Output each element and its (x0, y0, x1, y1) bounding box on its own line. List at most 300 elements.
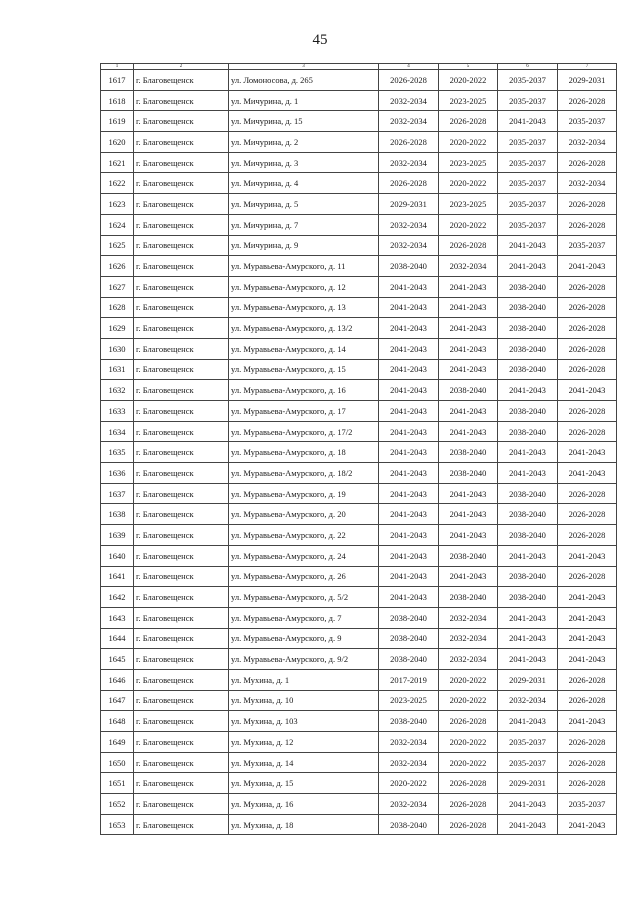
period-col5: 2038-2040 (439, 545, 498, 566)
period-col6: 2038-2040 (498, 401, 558, 422)
table-row (101, 70, 617, 91)
city-name: г. Благовещенск (134, 669, 229, 690)
period-col6: 2041-2043 (498, 111, 558, 132)
street-address: ул. Мичурина, д. 9 (229, 235, 379, 256)
table-row (101, 732, 617, 753)
period-col4: 2041-2043 (379, 483, 439, 504)
row-number: 1645 (101, 649, 134, 670)
row-number: 1638 (101, 504, 134, 525)
period-col5: 2041-2043 (439, 483, 498, 504)
period-col5: 2023-2025 (439, 194, 498, 215)
street-address: ул. Муравьева-Амурского, д. 17 (229, 401, 379, 422)
period-col4: 2032-2034 (379, 732, 439, 753)
period-col4: 2041-2043 (379, 318, 439, 339)
period-col7: 2029-2031 (558, 70, 617, 91)
table-row (101, 463, 617, 484)
period-col4: 2041-2043 (379, 297, 439, 318)
table-row (101, 504, 617, 525)
street-address: ул. Мухина, д. 14 (229, 752, 379, 773)
period-col7: 2026-2028 (558, 90, 617, 111)
row-number: 1618 (101, 90, 134, 111)
period-col6: 2035-2037 (498, 194, 558, 215)
row-number: 1639 (101, 525, 134, 546)
table-row (101, 773, 617, 794)
period-col4: 2032-2034 (379, 152, 439, 173)
period-col7: 2032-2034 (558, 173, 617, 194)
period-col6: 2038-2040 (498, 525, 558, 546)
street-address: ул. Мухина, д. 16 (229, 794, 379, 815)
period-col6: 2038-2040 (498, 359, 558, 380)
row-number: 1642 (101, 587, 134, 608)
city-name: г. Благовещенск (134, 587, 229, 608)
period-col7: 2035-2037 (558, 111, 617, 132)
city-name: г. Благовещенск (134, 173, 229, 194)
period-col4: 2038-2040 (379, 256, 439, 277)
period-col6: 2041-2043 (498, 649, 558, 670)
period-col5: 2041-2043 (439, 338, 498, 359)
period-col4: 2020-2022 (379, 773, 439, 794)
row-number: 1633 (101, 401, 134, 422)
period-col5: 2041-2043 (439, 566, 498, 587)
column-number: 4 (379, 64, 439, 70)
period-col4: 2041-2043 (379, 463, 439, 484)
row-number: 1647 (101, 690, 134, 711)
city-name: г. Благовещенск (134, 318, 229, 339)
period-col7: 2026-2028 (558, 318, 617, 339)
table-row (101, 276, 617, 297)
period-col7: 2035-2037 (558, 794, 617, 815)
period-col4: 2029-2031 (379, 194, 439, 215)
period-col7: 2041-2043 (558, 649, 617, 670)
period-col6: 2035-2037 (498, 132, 558, 153)
table-row (101, 442, 617, 463)
period-col5: 2032-2034 (439, 628, 498, 649)
city-name: г. Благовещенск (134, 814, 229, 835)
period-col4: 2026-2028 (379, 173, 439, 194)
city-name: г. Благовещенск (134, 628, 229, 649)
city-name: г. Благовещенск (134, 525, 229, 546)
table-row (101, 318, 617, 339)
period-col7: 2041-2043 (558, 442, 617, 463)
city-name: г. Благовещенск (134, 773, 229, 794)
period-col7: 2041-2043 (558, 628, 617, 649)
city-name: г. Благовещенск (134, 483, 229, 504)
period-col5: 2026-2028 (439, 814, 498, 835)
city-name: г. Благовещенск (134, 111, 229, 132)
period-col6: 2038-2040 (498, 276, 558, 297)
table-row (101, 214, 617, 235)
street-address: ул. Муравьева-Амурского, д. 14 (229, 338, 379, 359)
city-name: г. Благовещенск (134, 214, 229, 235)
city-name: г. Благовещенск (134, 649, 229, 670)
city-name: г. Благовещенск (134, 732, 229, 753)
row-number: 1646 (101, 669, 134, 690)
row-number: 1625 (101, 235, 134, 256)
row-number: 1650 (101, 752, 134, 773)
period-col4: 2032-2034 (379, 752, 439, 773)
row-number: 1653 (101, 814, 134, 835)
street-address: ул. Муравьева-Амурского, д. 18 (229, 442, 379, 463)
city-name: г. Благовещенск (134, 235, 229, 256)
period-col5: 2038-2040 (439, 442, 498, 463)
row-number: 1622 (101, 173, 134, 194)
city-name: г. Благовещенск (134, 90, 229, 111)
table-row (101, 152, 617, 173)
period-col4: 2038-2040 (379, 607, 439, 628)
city-name: г. Благовещенск (134, 752, 229, 773)
row-number: 1634 (101, 421, 134, 442)
period-col4: 2041-2043 (379, 380, 439, 401)
street-address: ул. Муравьева-Амурского, д. 15 (229, 359, 379, 380)
period-col7: 2026-2028 (558, 732, 617, 753)
period-col5: 2023-2025 (439, 152, 498, 173)
period-col5: 2041-2043 (439, 359, 498, 380)
column-number: 2 (134, 64, 229, 70)
period-col7: 2026-2028 (558, 773, 617, 794)
street-address: ул. Мухина, д. 15 (229, 773, 379, 794)
city-name: г. Благовещенск (134, 194, 229, 215)
period-col7: 2026-2028 (558, 401, 617, 422)
street-address: ул. Мичурина, д. 4 (229, 173, 379, 194)
period-col6: 2035-2037 (498, 90, 558, 111)
table-row (101, 814, 617, 835)
row-number: 1637 (101, 483, 134, 504)
period-col4: 2041-2043 (379, 359, 439, 380)
period-col5: 2041-2043 (439, 421, 498, 442)
period-col5: 2041-2043 (439, 525, 498, 546)
period-col6: 2035-2037 (498, 173, 558, 194)
city-name: г. Благовещенск (134, 442, 229, 463)
street-address: ул. Мухина, д. 103 (229, 711, 379, 732)
period-col4: 2041-2043 (379, 401, 439, 422)
row-number: 1640 (101, 545, 134, 566)
table-row (101, 669, 617, 690)
period-col5: 2026-2028 (439, 235, 498, 256)
period-col4: 2041-2043 (379, 525, 439, 546)
table-row (101, 380, 617, 401)
table-row (101, 90, 617, 111)
period-col5: 2026-2028 (439, 711, 498, 732)
period-col7: 2026-2028 (558, 214, 617, 235)
table-row (101, 194, 617, 215)
period-col5: 2038-2040 (439, 380, 498, 401)
city-name: г. Благовещенск (134, 566, 229, 587)
period-col7: 2026-2028 (558, 276, 617, 297)
period-col6: 2035-2037 (498, 732, 558, 753)
period-col7: 2041-2043 (558, 607, 617, 628)
period-col7: 2026-2028 (558, 566, 617, 587)
period-col7: 2026-2028 (558, 359, 617, 380)
period-col6: 2035-2037 (498, 752, 558, 773)
table-row (101, 173, 617, 194)
row-number: 1621 (101, 152, 134, 173)
row-number: 1619 (101, 111, 134, 132)
period-col7: 2041-2043 (558, 814, 617, 835)
period-col6: 2041-2043 (498, 256, 558, 277)
row-number: 1627 (101, 276, 134, 297)
period-col6: 2029-2031 (498, 773, 558, 794)
row-number: 1649 (101, 732, 134, 753)
street-address: ул. Муравьева-Амурского, д. 13 (229, 297, 379, 318)
period-col4: 2026-2028 (379, 70, 439, 91)
period-col4: 2041-2043 (379, 276, 439, 297)
table-row (101, 132, 617, 153)
table-row (101, 235, 617, 256)
row-number: 1648 (101, 711, 134, 732)
table-row (101, 297, 617, 318)
period-col5: 2026-2028 (439, 111, 498, 132)
period-col7: 2026-2028 (558, 483, 617, 504)
street-address: ул. Мичурина, д. 2 (229, 132, 379, 153)
street-address: ул. Муравьева-Амурского, д. 26 (229, 566, 379, 587)
row-number: 1635 (101, 442, 134, 463)
table-row (101, 359, 617, 380)
period-col6: 2035-2037 (498, 152, 558, 173)
city-name: г. Благовещенск (134, 132, 229, 153)
table-row (101, 111, 617, 132)
period-col5: 2020-2022 (439, 214, 498, 235)
period-col7: 2041-2043 (558, 587, 617, 608)
period-col7: 2041-2043 (558, 463, 617, 484)
period-col4: 2041-2043 (379, 566, 439, 587)
table-row (101, 711, 617, 732)
period-col5: 2038-2040 (439, 587, 498, 608)
street-address: ул. Муравьева-Амурского, д. 24 (229, 545, 379, 566)
period-col5: 2041-2043 (439, 401, 498, 422)
period-col4: 2041-2043 (379, 587, 439, 608)
period-col6: 2029-2031 (498, 669, 558, 690)
period-col4: 2026-2028 (379, 132, 439, 153)
row-number: 1626 (101, 256, 134, 277)
period-col6: 2041-2043 (498, 628, 558, 649)
period-col7: 2035-2037 (558, 235, 617, 256)
period-col5: 2026-2028 (439, 794, 498, 815)
street-address: ул. Мичурина, д. 15 (229, 111, 379, 132)
street-address: ул. Мухина, д. 1 (229, 669, 379, 690)
table-row (101, 690, 617, 711)
period-col5: 2032-2034 (439, 256, 498, 277)
city-name: г. Благовещенск (134, 338, 229, 359)
period-col6: 2038-2040 (498, 421, 558, 442)
street-address: ул. Муравьева-Амурского, д. 17/2 (229, 421, 379, 442)
row-number: 1631 (101, 359, 134, 380)
period-col4: 2032-2034 (379, 111, 439, 132)
period-col5: 2020-2022 (439, 752, 498, 773)
table-row (101, 525, 617, 546)
period-col6: 2041-2043 (498, 442, 558, 463)
period-col6: 2041-2043 (498, 711, 558, 732)
period-col7: 2026-2028 (558, 297, 617, 318)
city-name: г. Благовещенск (134, 794, 229, 815)
column-number: 5 (439, 64, 498, 70)
column-number: 7 (558, 64, 617, 70)
street-address: ул. Муравьева-Амурского, д. 9 (229, 628, 379, 649)
housing-repair-schedule-table (100, 63, 617, 835)
period-col4: 2041-2043 (379, 545, 439, 566)
page-number: 45 (312, 32, 328, 48)
period-col6: 2041-2043 (498, 607, 558, 628)
period-col6: 2038-2040 (498, 338, 558, 359)
city-name: г. Благовещенск (134, 359, 229, 380)
period-col4: 2038-2040 (379, 628, 439, 649)
period-col7: 2026-2028 (558, 504, 617, 525)
period-col7: 2041-2043 (558, 711, 617, 732)
column-number: 1 (101, 64, 134, 70)
street-address: ул. Муравьева-Амурского, д. 12 (229, 276, 379, 297)
street-address: ул. Муравьева-Амурского, д. 18/2 (229, 463, 379, 484)
period-col5: 2026-2028 (439, 773, 498, 794)
period-col4: 2023-2025 (379, 690, 439, 711)
period-col7: 2041-2043 (558, 380, 617, 401)
period-col6: 2038-2040 (498, 318, 558, 339)
period-col7: 2032-2034 (558, 132, 617, 153)
city-name: г. Благовещенск (134, 607, 229, 628)
period-col6: 2041-2043 (498, 380, 558, 401)
table-row (101, 587, 617, 608)
row-number: 1636 (101, 463, 134, 484)
table-row (101, 752, 617, 773)
period-col6: 2038-2040 (498, 504, 558, 525)
period-col4: 2032-2034 (379, 235, 439, 256)
street-address: ул. Муравьева-Амурского, д. 16 (229, 380, 379, 401)
row-number: 1644 (101, 628, 134, 649)
city-name: г. Благовещенск (134, 545, 229, 566)
table-row (101, 649, 617, 670)
period-col5: 2041-2043 (439, 318, 498, 339)
period-col4: 2041-2043 (379, 504, 439, 525)
row-number: 1624 (101, 214, 134, 235)
period-col4: 2041-2043 (379, 442, 439, 463)
period-col6: 2038-2040 (498, 483, 558, 504)
period-col6: 2038-2040 (498, 566, 558, 587)
street-address: ул. Муравьева-Амурского, д. 22 (229, 525, 379, 546)
period-col7: 2026-2028 (558, 194, 617, 215)
period-col5: 2041-2043 (439, 276, 498, 297)
period-col5: 2023-2025 (439, 90, 498, 111)
period-col4: 2038-2040 (379, 711, 439, 732)
period-col5: 2020-2022 (439, 132, 498, 153)
row-number: 1630 (101, 338, 134, 359)
street-address: ул. Муравьева-Амурского, д. 5/2 (229, 587, 379, 608)
row-number: 1643 (101, 607, 134, 628)
period-col4: 2032-2034 (379, 214, 439, 235)
street-address: ул. Мухина, д. 18 (229, 814, 379, 835)
street-address: ул. Мичурина, д. 5 (229, 194, 379, 215)
city-name: г. Благовещенск (134, 711, 229, 732)
period-col4: 2041-2043 (379, 338, 439, 359)
city-name: г. Благовещенск (134, 70, 229, 91)
period-col5: 2020-2022 (439, 173, 498, 194)
period-col6: 2041-2043 (498, 794, 558, 815)
table-row (101, 256, 617, 277)
period-col7: 2026-2028 (558, 690, 617, 711)
period-col7: 2041-2043 (558, 545, 617, 566)
period-col4: 2038-2040 (379, 814, 439, 835)
row-number: 1629 (101, 318, 134, 339)
period-col7: 2026-2028 (558, 752, 617, 773)
period-col6: 2035-2037 (498, 70, 558, 91)
period-col4: 2032-2034 (379, 794, 439, 815)
period-col5: 2032-2034 (439, 607, 498, 628)
row-number: 1632 (101, 380, 134, 401)
city-name: г. Благовещенск (134, 690, 229, 711)
table-row (101, 483, 617, 504)
period-col5: 2038-2040 (439, 463, 498, 484)
street-address: ул. Муравьева-Амурского, д. 11 (229, 256, 379, 277)
period-col5: 2032-2034 (439, 649, 498, 670)
street-address: ул. Муравьева-Амурского, д. 7 (229, 607, 379, 628)
period-col4: 2041-2043 (379, 421, 439, 442)
period-col6: 2035-2037 (498, 214, 558, 235)
period-col6: 2032-2034 (498, 690, 558, 711)
city-name: г. Благовещенск (134, 276, 229, 297)
street-address: ул. Муравьева-Амурского, д. 20 (229, 504, 379, 525)
city-name: г. Благовещенск (134, 256, 229, 277)
city-name: г. Благовещенск (134, 463, 229, 484)
period-col6: 2041-2043 (498, 235, 558, 256)
street-address: ул. Мичурина, д. 1 (229, 90, 379, 111)
city-name: г. Благовещенск (134, 380, 229, 401)
period-col4: 2032-2034 (379, 90, 439, 111)
period-col7: 2026-2028 (558, 525, 617, 546)
street-address: ул. Мухина, д. 10 (229, 690, 379, 711)
row-number: 1651 (101, 773, 134, 794)
period-col7: 2026-2028 (558, 152, 617, 173)
street-address: ул. Муравьева-Амурского, д. 19 (229, 483, 379, 504)
table-row (101, 794, 617, 815)
city-name: г. Благовещенск (134, 152, 229, 173)
table-row (101, 628, 617, 649)
table-row (101, 566, 617, 587)
street-address: ул. Мичурина, д. 3 (229, 152, 379, 173)
street-address: ул. Мухина, д. 12 (229, 732, 379, 753)
table-body (101, 64, 617, 835)
period-col4: 2038-2040 (379, 649, 439, 670)
column-number: 6 (498, 64, 558, 70)
table-row (101, 338, 617, 359)
period-col4: 2017-2019 (379, 669, 439, 690)
period-col7: 2026-2028 (558, 338, 617, 359)
street-address: ул. Мичурина, д. 7 (229, 214, 379, 235)
period-col5: 2041-2043 (439, 297, 498, 318)
table-row (101, 607, 617, 628)
period-col6: 2041-2043 (498, 545, 558, 566)
period-col5: 2020-2022 (439, 669, 498, 690)
period-col6: 2041-2043 (498, 814, 558, 835)
period-col6: 2038-2040 (498, 297, 558, 318)
column-number: 3 (229, 64, 379, 70)
period-col6: 2041-2043 (498, 463, 558, 484)
row-number: 1628 (101, 297, 134, 318)
period-col7: 2026-2028 (558, 421, 617, 442)
period-col7: 2041-2043 (558, 256, 617, 277)
city-name: г. Благовещенск (134, 504, 229, 525)
table-row (101, 545, 617, 566)
period-col5: 2041-2043 (439, 504, 498, 525)
period-col5: 2020-2022 (439, 690, 498, 711)
row-number: 1652 (101, 794, 134, 815)
street-address: ул. Муравьева-Амурского, д. 9/2 (229, 649, 379, 670)
city-name: г. Благовещенск (134, 401, 229, 422)
row-number: 1617 (101, 70, 134, 91)
table-row (101, 401, 617, 422)
period-col5: 2020-2022 (439, 70, 498, 91)
street-address: ул. Ломоносова, д. 265 (229, 70, 379, 91)
period-col6: 2038-2040 (498, 587, 558, 608)
period-col5: 2020-2022 (439, 732, 498, 753)
row-number: 1623 (101, 194, 134, 215)
street-address: ул. Муравьева-Амурского, д. 13/2 (229, 318, 379, 339)
